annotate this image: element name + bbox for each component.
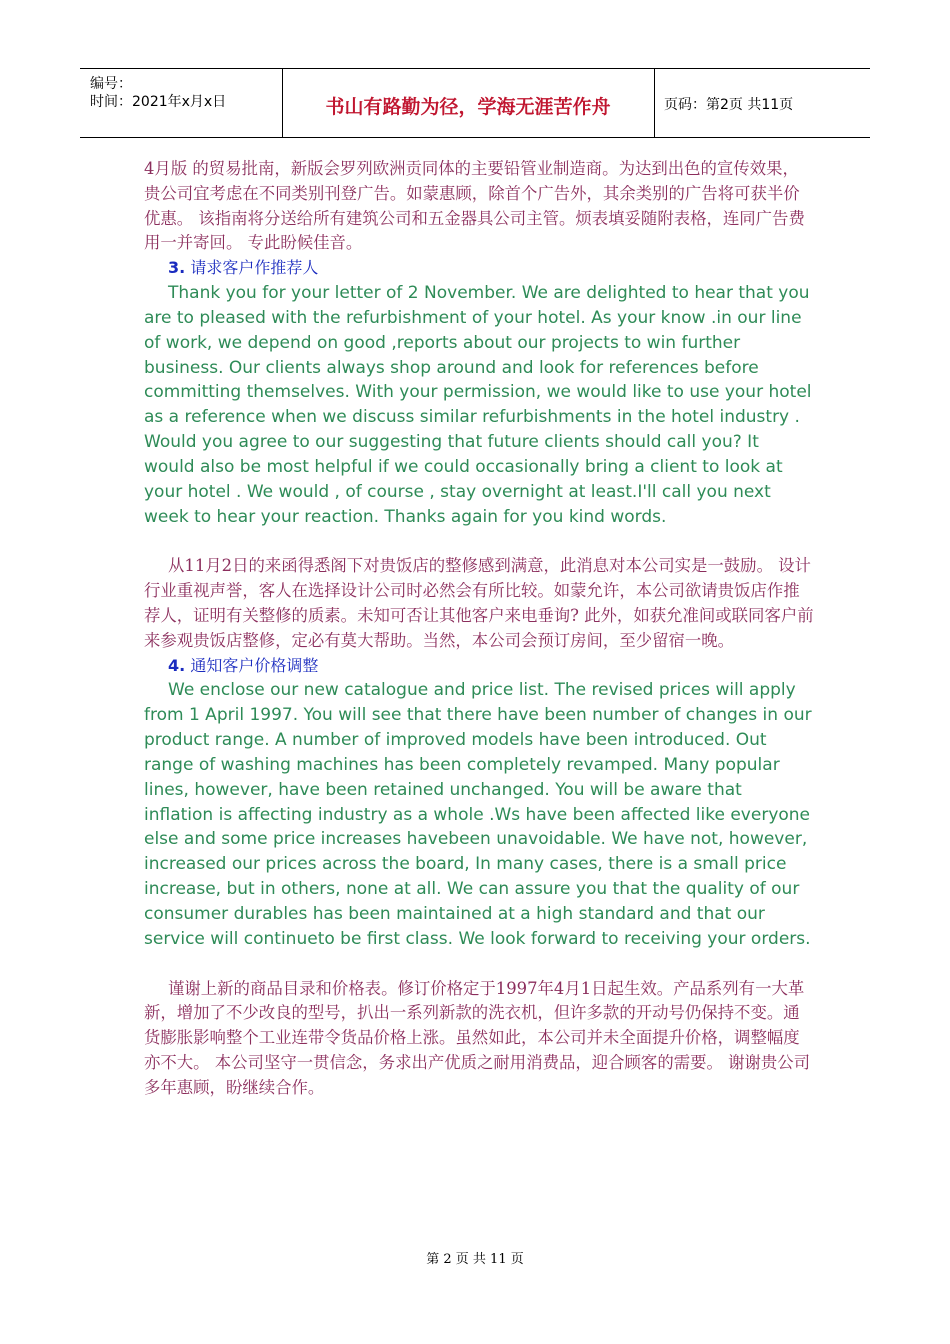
section-4-letter-en: We enclose our new catalogue and price list. The revised prices will apply from 1 April 1997. You will see that there have been number of changes in our product range. A number of improved models have been introduced. Out range of washing machines has been completely revamped. Many popular lines, however, have been retained unchanged. You will be aware that inflation is affecting industry as a whole .Ws have been affected like everyone else and some price increases havebeen unavoidable. We have not, however, increased our prices across the board, In many cases, there is a small price increase, but in others, none at all. We can assure you that the quality of our consumer durables has been maintained at a high standard and that our service will continueto be first class. We look forward to receiving your orders. (144, 680, 812, 949)
header-page-label: 页码：第2页 共11页 (664, 97, 794, 113)
paragraph-gap (144, 952, 814, 977)
section-3-title: 请求客户作推荐人 (190, 258, 319, 278)
page-header (80, 68, 870, 138)
header-motto-cell (282, 69, 655, 137)
document-body (144, 157, 814, 1101)
header-motto: 书山有路勤为径，学海无涯苦作舟 (325, 96, 611, 118)
section-4-number: 4. (168, 655, 186, 675)
document-number-label: 编号： (90, 76, 132, 92)
section-3-number: 3. (168, 258, 186, 278)
header-meta-cell (80, 69, 283, 137)
section-4-title: 通知客户价格调整 (190, 655, 319, 675)
intro-paragraph-zh: 4月版 的贸易批南，新版会罗列欧洲贡同体的主要铅管业制造商。为达到出色的宣传效果，贵公司宜考虑在不同类别刊登广告。如蒙惠顾，除首个广告外，其余类别的广告将可获半价优惠。 该指南将分送给所有建筑公司和五金器具公司主管。烦表填妥随附表格，连同广告费用一并寄回。 专此盼候佳音。 (144, 159, 805, 253)
paragraph-gap (144, 529, 814, 554)
section-3-letter-en: Thank you for your letter of 2 November. We are delighted to hear that you are to pleased with the refurbishment of your hotel. As your know .in our line of work, we depend on good ,reports about our projects to win further business. Our clients always shop around and look for references before committing themselves. With your permission, we would like to use your hotel as a reference when we discuss similar refurbishments in the hotel industry . Would you agree to our suggesting that future clients should call you? It would also be most helpful if we could occasionally bring a client to look at your hotel . We would , of course , stay overnight at least.I'll call you next week to hear your reaction. Thanks again for you kind words. (144, 282, 812, 527)
section-3-letter-zh: 从11月2日的来函得悉阁下对贵饭店的整修感到满意，此消息对本公司实是一鼓励。 设计行业重视声誉，客人在选择设计公司时必然会有所比较。如蒙允许，本公司欲请贵饭店作推荐人，证明有关整修的质素。未知可否让其他客户来电垂询? 此外，如获允准间或联同客户前来参观贵饭店整修，定必有莫大帮助。当然，本公司会预订房间，至少留宿一晚。 (144, 556, 814, 650)
section-4-heading (144, 654, 814, 679)
page-footer: 第 2 页 共 11 页 (426, 1252, 524, 1267)
section-3-heading (144, 256, 814, 281)
section-4-letter-zh: 谨谢上新的商品目录和价格表。修订价格定于1997年4月1日起生效。产品系列有一大革新，增加了不少改良的型号，扒出一系列新款的洗衣机，但许多款的开动号仍保持不变。通货膨胀影响整个工业连带令货品价格上涨。虽然如此，本公司并未全面提升价格，调整幅度亦不大。 本公司坚守一贯信念，务求出产优质之耐用消费品，迎合顾客的需要。 谢谢贵公司多年惠顾，盼继续合作。 (144, 978, 811, 1097)
document-date-label: 时间：2021年x月x日 (90, 94, 227, 110)
header-page-cell (654, 69, 870, 137)
